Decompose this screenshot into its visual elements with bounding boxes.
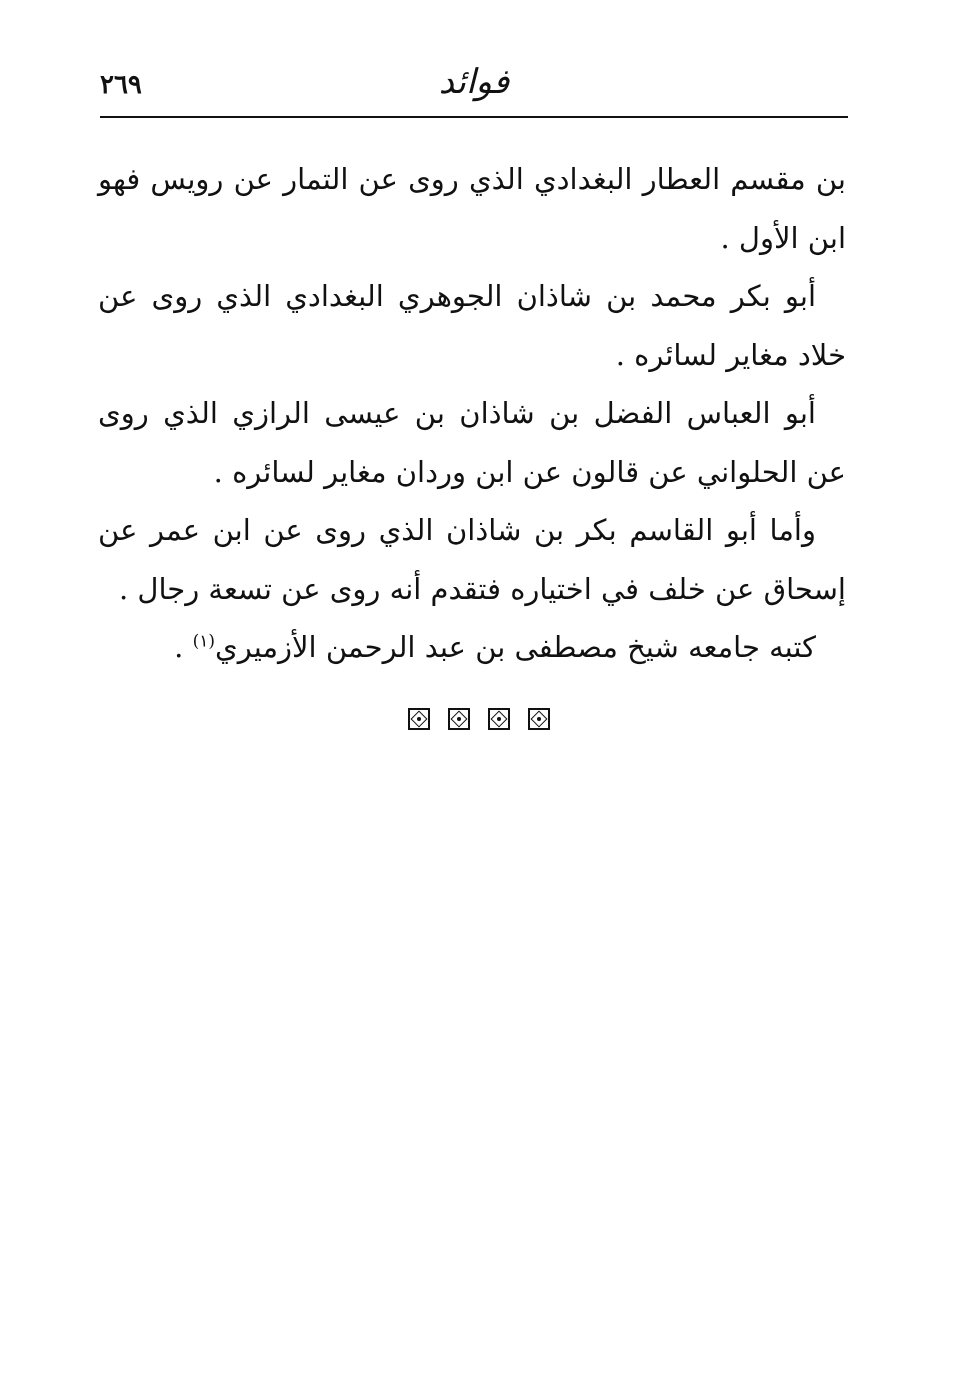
body-text: [98, 150, 846, 677]
ornament-row: [0, 708, 958, 730]
paragraph-1: بن مقسم العطار البغدادي الذي روى عن التمار عن رويس فهو ابن الأول .: [98, 162, 846, 255]
paragraph-2: أبو بكر محمد بن شاذان الجوهري البغدادي الذي روى عن خلاد مغاير لسائره .: [98, 279, 846, 372]
ornament-square-icon: [488, 708, 510, 730]
paragraph-3: أبو العباس الفضل بن شاذان بن عيسى الرازي الذي روى عن الحلواني عن قالون عن ابن وردان مغاير لسائره .: [98, 396, 846, 489]
ornament-square-icon: [408, 708, 430, 730]
ornament-square-icon: [448, 708, 470, 730]
running-title: فوائد: [438, 62, 510, 102]
paragraph-5: [98, 618, 846, 677]
page-header: [100, 62, 848, 114]
page-number: ٢٦٩: [100, 70, 142, 100]
header-rule: [100, 116, 848, 118]
ornament-square-icon: [528, 708, 550, 730]
signature-line: كتبه جامعه شيخ مصطفى بن عبد الرحمن الأزميري: [215, 630, 816, 664]
closing-period: .: [174, 630, 193, 664]
footnote-marker: (١): [192, 631, 216, 652]
paragraph-4: وأما أبو القاسم بكر بن شاذان الذي روى عن ابن عمر عن إسحاق عن خلف في اختياره فتقدم أنه روى عن تسعة رجال .: [98, 513, 846, 606]
